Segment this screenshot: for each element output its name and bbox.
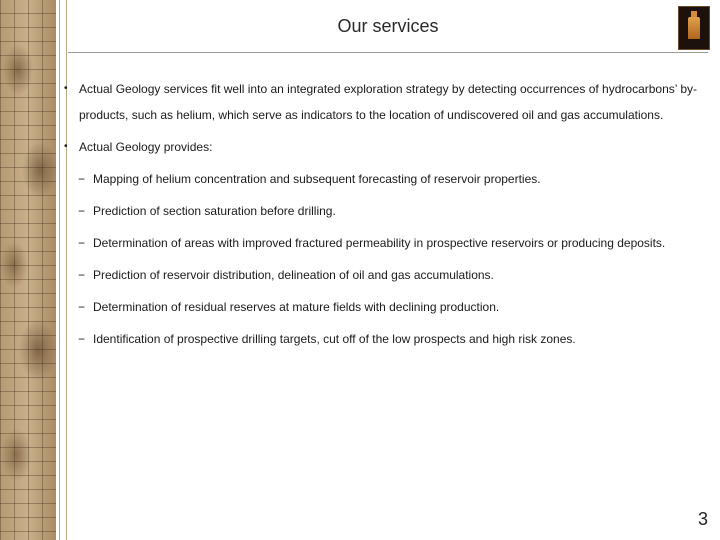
vertical-rule [59,0,60,540]
bullet-item: • Actual Geology services fit well into an integrated exploration strategy by detecting occurrences of hydrocarbons’ by-products, such as helium, which serve as indicators to the location of undiscovered oil and gas accumulations. [62,76,697,128]
bullet-item: • Actual Geology provides: [62,134,697,160]
sub-list-item: − Determination of residual reserves at mature fields with declining production. [62,294,697,320]
sub-list [62,166,697,352]
content-body [62,76,697,358]
sub-list-item: − Prediction of section saturation before drilling. [62,198,697,224]
grid-overlay [0,0,56,540]
logo-body [688,17,700,39]
page-title: Our services [337,16,439,36]
page-number: 3 [697,509,708,529]
sub-list-item: − Determination of areas with improved fractured permeability in prospective reservoirs or producing deposits. [62,230,697,256]
sub-list-item: − Mapping of helium concentration and subsequent forecasting of reservoir properties. [62,166,697,192]
title-divider [68,52,708,53]
sub-list-item: − Identification of prospective drilling targets, cut off of the low prospects and high risk zones. [62,326,697,352]
sub-list-item: − Prediction of reservoir distribution, delineation of oil and gas accumulations. [62,262,697,288]
oil-derrick-logo-icon [678,6,710,50]
decorative-leaf-strip [0,0,56,540]
